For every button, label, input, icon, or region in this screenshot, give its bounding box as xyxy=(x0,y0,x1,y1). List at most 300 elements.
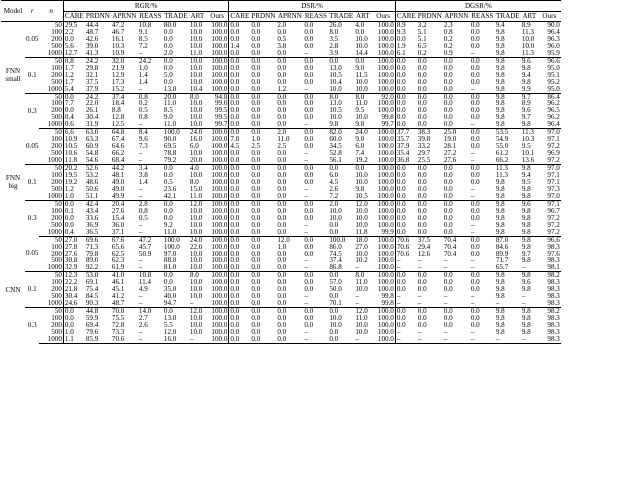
cell-dgsr-care: 0.0 xyxy=(395,79,416,86)
cell-dsr-ours: 100.0 xyxy=(377,143,394,151)
cell-dsr-aprnn: 0.0 xyxy=(277,307,287,316)
cell-rgr-trade: 8.5 xyxy=(163,107,173,115)
cell-dgsr-prdnn: 0.0 xyxy=(417,114,427,122)
cell-dsr-reass: 0.0 xyxy=(304,28,314,36)
cell-dgsr-art: 9.8 xyxy=(521,236,531,244)
cell-dgsr-care: 0.0 xyxy=(395,36,416,43)
cell-dgsr-trade: 9.8 xyxy=(495,221,505,229)
cell-dsr-care: 0.0 xyxy=(229,114,250,121)
cell-dgsr-trade: 9.8 xyxy=(495,28,505,36)
cell-dgsr-ours: 95.2 xyxy=(547,78,560,86)
cell-dgsr-prdnn: 0.0 xyxy=(417,193,443,200)
table-row xyxy=(1,215,561,222)
cell-dsr-art: 8.0 xyxy=(355,271,365,280)
cell-rgr-ours: 100.0 xyxy=(211,293,228,301)
cell-rgr-care: 10.9 xyxy=(63,136,84,143)
cell-dsr-ours: 100.0 xyxy=(377,28,394,36)
cell-dsr-care: 0.0 xyxy=(229,244,250,251)
cell-dsr-care: 0.0 xyxy=(229,22,250,29)
cell-rgr-trade: 5.5 xyxy=(163,322,173,329)
cell-dsr-aprnn: 0.0 xyxy=(277,100,287,108)
cell-rgr-reass: 0.8 xyxy=(138,93,148,101)
cell-dsr-ours: 100.0 xyxy=(377,200,394,208)
cell-dgsr-trade: 84.6 xyxy=(495,243,509,251)
cell-dsr-aprnn: 0.0 xyxy=(277,150,287,158)
cell-rgr-prdnn: 37.5 xyxy=(85,78,99,86)
cell-dsr-trade: 2.6 xyxy=(329,185,339,193)
method-header-rgr-ours: Ours xyxy=(210,12,225,21)
cell-dgsr-prdnn: 0.0 xyxy=(417,207,427,215)
cell-rgr-aprnn: 46.7 xyxy=(111,28,125,36)
cell-dgsr-art: – xyxy=(521,300,538,307)
cell-dgsr-prdnn: 0.0 xyxy=(417,93,427,101)
cell-dgsr-care: 35.4 xyxy=(395,150,416,157)
cell-dgsr-care: 0.0 xyxy=(395,286,416,293)
n-value: 200 xyxy=(51,178,62,186)
cell-dsr-trade: 13.0 xyxy=(329,64,342,72)
cell-dsr-trade: 10.0 xyxy=(329,322,342,329)
cell-dsr-art: 10.0 xyxy=(355,207,368,215)
cell-dgsr-ours: 96.7 xyxy=(547,207,560,215)
cell-dgsr-ours: 97.6 xyxy=(547,250,560,258)
cell-dsr-reass: – xyxy=(304,185,308,193)
cell-dgsr-aprnn: – xyxy=(443,336,470,343)
cell-dsr-ours: 99.9 xyxy=(371,229,395,236)
cell-dgsr-aprnn: 70.4 xyxy=(443,243,457,251)
cell-dgsr-reass: – xyxy=(470,257,475,265)
cell-dgsr-ours: 96.0 xyxy=(547,42,560,50)
cell-dsr-aprnn: 0.0 xyxy=(277,200,287,208)
cell-dgsr-trade: 9.8 xyxy=(495,64,505,72)
cell-dgsr-reass: 0.0 xyxy=(470,315,480,323)
cell-dsr-art: 6.0 xyxy=(355,143,365,151)
cell-dgsr-ours: 95.0 xyxy=(538,86,561,93)
cell-dsr-art: 10.0 xyxy=(355,214,368,222)
cell-dgsr-art: 9.8 xyxy=(521,328,531,336)
cell-rgr-aprnn: 12.8 xyxy=(111,114,125,122)
n-value: 200 xyxy=(51,143,62,151)
cell-dsr-trade: 0.0 xyxy=(329,271,339,280)
cell-rgr-aprnn: 8.8 xyxy=(111,107,121,115)
n-value: 50 xyxy=(54,307,62,316)
cell-dsr-ours: 100.0 xyxy=(377,164,394,173)
cell-rgr-ours: 100.0 xyxy=(211,136,228,144)
cell-rgr-ours: 100.0 xyxy=(211,214,228,222)
cell-rgr-care: 0.0 xyxy=(63,315,84,322)
cell-dgsr-art: 9.8 xyxy=(521,243,531,251)
cell-rgr-trade: 9.0 xyxy=(163,114,173,122)
cell-rgr-art: 10.0 xyxy=(189,286,203,294)
cell-dgsr-aprnn: 0.0 xyxy=(443,172,453,179)
cell-dsr-art: 12.0 xyxy=(355,200,368,208)
cell-dgsr-prdnn: 0.0 xyxy=(417,100,427,108)
cell-dsr-reass: – xyxy=(304,150,308,158)
cell-rgr-trade: 90.0 xyxy=(163,136,177,144)
table-row xyxy=(1,29,561,36)
cell-rgr-trade: 13.0 xyxy=(163,86,189,93)
cell-dsr-reass: 0.0 xyxy=(304,107,314,115)
cell-rgr-prdnn: 37.9 xyxy=(85,86,111,93)
n-value: 1000 xyxy=(39,229,63,236)
cell-rgr-prdnn: 69.6 xyxy=(85,236,99,244)
cell-rgr-reass: – xyxy=(138,50,163,57)
n-value: 200 xyxy=(51,71,62,79)
cell-rgr-prdnn: 39.0 xyxy=(85,42,99,50)
group-header-rgr: RGR/% xyxy=(63,1,228,12)
cell-rgr-ours: 99.7 xyxy=(206,121,229,128)
cell-rgr-aprnn: 12.5 xyxy=(111,121,138,128)
cell-rgr-aprnn: 66.2 xyxy=(111,150,125,158)
cell-dgsr-reass: – xyxy=(470,328,475,336)
cell-rgr-art: 4.0 xyxy=(189,164,199,173)
cell-rgr-care: 24.6 xyxy=(63,300,84,307)
cell-dgsr-reass: – xyxy=(470,185,475,193)
cell-dgsr-reass: 0.0 xyxy=(470,307,480,316)
cell-dsr-prdnn: 0.0 xyxy=(251,236,261,244)
cell-dsr-ours: 100.0 xyxy=(377,214,394,222)
cell-dsr-art: 24.0 xyxy=(355,128,368,137)
cell-dgsr-care: 0.0 xyxy=(395,222,416,229)
cell-dsr-art: 10.0 xyxy=(355,35,368,43)
cell-rgr-ours: 100.0 xyxy=(211,221,228,229)
cell-rgr-art: 12.0 xyxy=(189,307,203,316)
cell-dsr-prdnn: 2.5 xyxy=(251,143,261,151)
method-header-dgsr-art: ART xyxy=(522,12,537,21)
cell-dgsr-prdnn: 0.2 xyxy=(417,50,443,57)
cell-dgsr-care: – xyxy=(395,336,416,343)
cell-dgsr-prdnn: – xyxy=(417,328,422,336)
cell-rgr-trade: 0.0 xyxy=(163,200,173,208)
cell-dsr-art: – xyxy=(354,336,371,343)
cell-dgsr-care: 8.9 xyxy=(395,22,416,29)
n-value: 50 xyxy=(54,21,62,29)
cell-dsr-ours: 100.0 xyxy=(377,271,394,280)
cell-dsr-care: 0.0 xyxy=(229,93,250,100)
cell-dgsr-care: 0.0 xyxy=(395,193,416,200)
cell-dsr-prdnn: 0.0 xyxy=(250,336,276,343)
table-row xyxy=(1,279,561,286)
cell-dgsr-reass: 0.0 xyxy=(470,207,480,215)
table-row xyxy=(1,257,561,264)
cell-rgr-aprnn: 73.3 xyxy=(111,328,125,336)
n-value: 200 xyxy=(51,250,62,258)
cell-dgsr-prdnn: 5.1 xyxy=(417,35,427,43)
cell-dgsr-reass: 0.0 xyxy=(470,21,480,29)
cell-dgsr-ours: 98.3 xyxy=(547,257,560,265)
cell-dsr-reass: 0.0 xyxy=(304,207,314,215)
cell-dgsr-art: 9.9 xyxy=(521,86,538,93)
table-row xyxy=(1,315,561,322)
cell-dgsr-ours: 98.2 xyxy=(547,307,560,316)
table-row xyxy=(1,308,561,315)
cell-dsr-ours: 100.0 xyxy=(371,193,395,200)
cell-dsr-art: 11.5 xyxy=(355,71,368,79)
r-value: 0.05 xyxy=(25,22,39,58)
cell-dgsr-art: 11.3 xyxy=(521,50,538,57)
cell-rgr-ours: 100.0 xyxy=(211,64,228,72)
cell-dsr-aprnn: 0.0 xyxy=(277,71,287,79)
cell-dsr-trade: 0.0 xyxy=(329,328,339,336)
cell-dsr-aprnn: 0.0 xyxy=(276,336,303,343)
cell-dgsr-trade: 9.8 xyxy=(495,286,505,294)
cell-dsr-trade: 3.5 xyxy=(329,35,339,43)
cell-dgsr-trade: 55.0 xyxy=(495,143,509,151)
cell-rgr-ours: 100.0 xyxy=(211,279,228,287)
cell-rgr-reass: – xyxy=(138,336,163,343)
cell-rgr-trade: 13.0 xyxy=(163,315,177,323)
cell-dsr-ours: 100.0 xyxy=(377,328,394,336)
cell-dgsr-prdnn: 37.5 xyxy=(417,236,431,244)
cell-rgr-reass: – xyxy=(138,293,143,301)
cell-dgsr-trade: 9.8 xyxy=(495,57,505,65)
cell-dgsr-reass: 0.0 xyxy=(470,200,480,208)
cell-dsr-prdnn: 0.0 xyxy=(251,221,261,229)
cell-rgr-trade: 0.5 xyxy=(163,178,173,186)
cell-rgr-prdnn: 32.1 xyxy=(85,71,99,79)
cell-dgsr-trade: 9.8 xyxy=(495,35,505,43)
table-row xyxy=(1,57,561,64)
cell-dsr-reass: 0.0 xyxy=(304,178,314,186)
cell-dgsr-ours: 98.1 xyxy=(538,264,561,271)
cell-dgsr-ours: 90.0 xyxy=(547,21,560,29)
cell-dgsr-art: 9.8 xyxy=(521,185,531,193)
cell-dgsr-prdnn: – xyxy=(417,300,443,307)
cell-dgsr-care: – xyxy=(395,257,416,264)
cell-rgr-prdnn: 24.2 xyxy=(85,57,99,65)
cell-rgr-trade: 2.0 xyxy=(163,50,189,57)
cell-rgr-ours: 100.0 xyxy=(211,71,228,79)
cell-dsr-aprnn: 0.0 xyxy=(277,185,287,193)
cell-rgr-ours: 100.0 xyxy=(211,172,228,179)
cell-dgsr-care: 9.3 xyxy=(395,29,416,36)
cell-dgsr-trade: – xyxy=(495,300,521,307)
cell-rgr-prdnn: 69.1 xyxy=(85,279,99,287)
table-row xyxy=(1,86,561,93)
cell-dgsr-aprnn: 0.0 xyxy=(443,178,453,186)
cell-rgr-ours: 100.0 xyxy=(211,307,228,316)
cell-rgr-aprnn: 75.5 xyxy=(111,315,125,323)
cell-dsr-aprnn: 0.0 xyxy=(277,78,287,86)
cell-rgr-ours: 100.0 xyxy=(206,157,229,164)
method-header-rgr-trade: TRADE xyxy=(164,12,188,21)
cell-dsr-prdnn: 0.0 xyxy=(251,64,261,72)
cell-rgr-aprnn: 44.2 xyxy=(111,164,125,173)
cell-dsr-ours: 100.0 xyxy=(377,243,394,251)
cell-rgr-aprnn: 47.2 xyxy=(111,21,125,29)
cell-dgsr-ours: 96.9 xyxy=(547,150,560,158)
cell-rgr-trade: 80.0 xyxy=(163,21,177,29)
cell-rgr-trade: 0.0 xyxy=(163,164,173,173)
cell-rgr-prdnn: 71.3 xyxy=(85,243,99,251)
cell-rgr-prdnn: 52.6 xyxy=(85,164,99,173)
cell-rgr-prdnn: 48.7 xyxy=(85,28,99,36)
cell-dgsr-aprnn: 0.0 xyxy=(443,114,453,122)
method-header-rgr-aprnn: APRNN xyxy=(112,12,137,21)
cell-dgsr-ours: 97.2 xyxy=(547,221,560,229)
cell-dgsr-trade: 9.8 xyxy=(495,293,505,301)
cell-dgsr-care: 0.0 xyxy=(395,272,416,279)
cell-dgsr-trade: 9.8 xyxy=(495,307,505,316)
cell-dgsr-care: – xyxy=(395,264,416,271)
cell-dsr-trade: 86.0 xyxy=(329,243,342,251)
cell-rgr-prdnn: 29.8 xyxy=(85,64,99,72)
cell-dgsr-reass: 0.0 xyxy=(470,164,480,173)
cell-dgsr-prdnn: 0.0 xyxy=(417,221,427,229)
cell-rgr-prdnn: 50.6 xyxy=(85,185,99,193)
cell-dgsr-art: 9.5 xyxy=(521,143,531,151)
cell-rgr-prdnn: 63.3 xyxy=(85,136,99,144)
table-row xyxy=(1,244,561,251)
cell-dgsr-art: 11.3 xyxy=(521,128,534,137)
cell-dsr-aprnn: 0.0 xyxy=(276,264,303,271)
cell-dsr-aprnn: 0.0 xyxy=(277,207,287,215)
cell-rgr-trade: 5.0 xyxy=(163,71,173,79)
cell-rgr-ours: 100.0 xyxy=(211,42,228,50)
cell-rgr-care: 2.2 xyxy=(63,29,84,36)
results-table xyxy=(1,0,561,344)
cell-dgsr-ours: 97.2 xyxy=(547,214,560,222)
cell-dgsr-care: 70.6 xyxy=(395,236,416,243)
cell-dsr-prdnn: 0.0 xyxy=(251,107,261,115)
cell-dsr-care: 0.0 xyxy=(229,100,250,107)
cell-dgsr-ours: 98.3 xyxy=(547,293,560,301)
cell-dsr-care: 0.0 xyxy=(229,300,250,307)
method-header-rgr-reass: REASS xyxy=(139,12,162,21)
cell-dgsr-trade: 9.8 xyxy=(495,214,505,222)
method-header-dsr-aprnn: APRNN xyxy=(277,12,302,21)
cell-dgsr-art: 9.8 xyxy=(521,257,531,265)
method-header-dsr-ours: Ours xyxy=(376,12,390,21)
n-value: 500 xyxy=(51,150,62,158)
cell-dgsr-prdnn: 0.0 xyxy=(417,286,427,294)
cell-dsr-art: 10.0 xyxy=(355,172,368,179)
cell-rgr-reass: 8.4 xyxy=(138,128,148,137)
cell-dsr-art: 11.8 xyxy=(354,229,371,236)
cell-rgr-ours: 100.0 xyxy=(211,315,228,323)
cell-rgr-reass: – xyxy=(138,121,163,128)
cell-dgsr-aprnn: 0.0 xyxy=(443,86,470,93)
cell-rgr-care: 0.6 xyxy=(63,121,84,128)
cell-rgr-trade: 94.7 xyxy=(163,300,189,307)
cell-rgr-ours: 99.5 xyxy=(214,107,228,115)
cell-rgr-reass: – xyxy=(138,150,143,158)
cell-rgr-aprnn: 12.9 xyxy=(111,71,125,79)
cell-dsr-reass: 0.0 xyxy=(304,271,314,280)
cell-dgsr-reass: – xyxy=(470,229,495,236)
cell-dsr-reass: 0.0 xyxy=(304,78,314,86)
cell-dgsr-aprnn: 19.0 xyxy=(443,136,457,144)
cell-dgsr-trade: 9.8 xyxy=(495,279,505,287)
cell-dgsr-ours: 96.4 xyxy=(538,121,561,128)
table-row xyxy=(1,286,561,293)
r-value: 0.3 xyxy=(27,106,37,115)
cell-dgsr-care: 0.0 xyxy=(395,107,416,114)
cell-dsr-care: 0.0 xyxy=(229,29,250,36)
cell-dgsr-aprnn: 0.0 xyxy=(443,200,453,208)
cell-rgr-reass: – xyxy=(138,328,143,336)
cell-dgsr-art: 9.8 xyxy=(521,315,531,323)
table-row xyxy=(1,65,561,72)
cell-dgsr-art: 9.4 xyxy=(521,71,531,79)
cell-dgsr-art: 9.8 xyxy=(521,214,531,222)
n-value: 1000 xyxy=(39,264,63,271)
n-value: 1000 xyxy=(39,86,63,93)
cell-dsr-art: 10.0 xyxy=(355,250,368,258)
cell-dsr-ours: 100.0 xyxy=(377,35,394,43)
cell-dgsr-reass: 0.0 xyxy=(470,250,480,258)
cell-rgr-art: 10.0 xyxy=(189,264,206,271)
table-row xyxy=(1,293,561,300)
cell-dsr-ours: 100.0 xyxy=(377,257,394,265)
table-row xyxy=(1,79,561,86)
cell-dsr-aprnn: 0.0 xyxy=(277,178,287,186)
cell-dgsr-ours: 96.5 xyxy=(547,107,560,115)
method-header-dsr-prdnn: PRDNN xyxy=(251,12,276,21)
cell-dsr-reass: – xyxy=(303,264,328,271)
cell-dsr-trade: 0.0 xyxy=(329,57,339,65)
cell-dsr-art: 10.0 xyxy=(355,328,368,336)
cell-dsr-aprnn: 0.0 xyxy=(276,157,303,164)
cell-dsr-care: 0.0 xyxy=(229,72,250,79)
cell-dsr-art: – xyxy=(354,300,371,307)
cell-dgsr-care: 0.0 xyxy=(395,172,416,179)
cell-dgsr-care: 0.0 xyxy=(395,93,416,100)
cell-dsr-art: 9.5 xyxy=(355,107,365,115)
cell-dsr-care: 0.0 xyxy=(229,129,250,136)
table-row xyxy=(1,322,561,329)
cell-dsr-prdnn: 0.0 xyxy=(251,200,261,208)
cell-rgr-reass: – xyxy=(138,86,163,93)
cell-rgr-reass: 2.6 xyxy=(138,322,148,329)
cell-dsr-ours: 99.8 xyxy=(381,114,394,122)
cell-rgr-care: 10.5 xyxy=(63,143,84,150)
cell-dgsr-prdnn: 29.4 xyxy=(417,243,431,251)
cell-dsr-care: 0.0 xyxy=(229,315,250,322)
table-row xyxy=(1,22,561,29)
cell-rgr-care: 30.8 xyxy=(63,257,84,264)
cell-dgsr-aprnn: 0.0 xyxy=(443,214,453,222)
cell-dsr-prdnn: 0.0 xyxy=(251,164,261,173)
cell-rgr-aprnn: 21.9 xyxy=(111,64,125,72)
cell-dgsr-trade: – xyxy=(495,336,521,343)
cell-rgr-art: 10.0 xyxy=(189,114,203,122)
cell-dsr-trade: 74.5 xyxy=(329,250,342,258)
cell-dsr-ours: 100.0 xyxy=(377,279,394,287)
cell-dsr-prdnn: 0.0 xyxy=(250,157,276,164)
cell-rgr-art: 8.0 xyxy=(189,178,199,186)
cell-dgsr-care: 36.8 xyxy=(395,157,416,164)
cell-dgsr-aprnn: 0.0 xyxy=(443,164,453,173)
cell-dgsr-reass: – xyxy=(470,150,475,158)
cell-rgr-aprnn: 65.6 xyxy=(111,243,125,251)
cell-dsr-reass: 0.0 xyxy=(304,143,314,151)
cell-rgr-trade: 0.0 xyxy=(163,78,173,86)
cell-rgr-trade: 81.0 xyxy=(163,264,189,271)
cell-dsr-aprnn: 0.0 xyxy=(277,57,287,65)
cell-dsr-ours: 100.0 xyxy=(377,307,394,316)
cell-rgr-aprnn: 67.4 xyxy=(111,136,125,144)
cell-dgsr-reass: 0.0 xyxy=(470,236,480,244)
cell-dgsr-care: – xyxy=(395,300,416,307)
cell-dgsr-trade: 9.8 xyxy=(495,315,505,323)
cell-rgr-art: 10.0 xyxy=(189,42,203,50)
cell-dgsr-reass: – xyxy=(470,264,495,271)
cell-rgr-reass: 0.5 xyxy=(138,214,148,222)
cell-rgr-reass: 0.2 xyxy=(138,100,148,108)
n-value: 500 xyxy=(51,257,62,265)
cell-rgr-prdnn: 44.8 xyxy=(85,307,99,316)
cell-dgsr-care: 0.0 xyxy=(395,315,416,322)
